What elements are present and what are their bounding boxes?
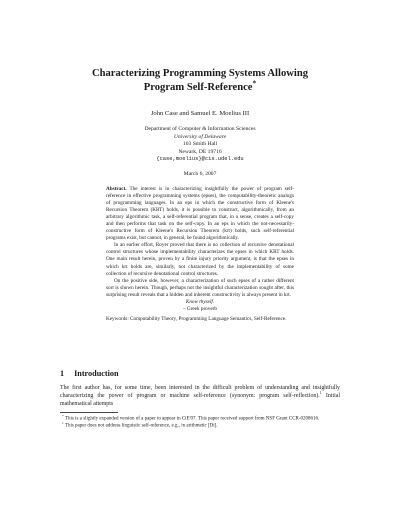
abstract [106, 186, 294, 323]
affiliation-line: Newark, DE 19716 [178, 148, 222, 155]
section-title: Introduction [74, 369, 119, 378]
footnote-text: This is a slightly expanded version of a paper to appear in CiE'07. This paper received support from NSF Grant CCR-0208616. [64, 416, 320, 422]
abstract-paragraph-2: In an earlier effort, Royer proved that there is no collection of recursive denotational control structures whose implementability characterizes the epses in which KRT holds. One main result herein, proven by a finite injury priority argument, is that the epses in which krt holds are, similarly, not characterized by the implementability of some collection of recursive denotational control structures. [106, 242, 294, 277]
footnote [60, 423, 340, 430]
affiliation-line: Department of Computer & Information Sciences [144, 126, 256, 132]
body-text-tail: Initial mathematical attempts [60, 393, 340, 408]
footnote-rule [60, 412, 118, 413]
footnote-mark: 1 [62, 421, 64, 426]
abstract-label: Abstract. [106, 186, 127, 192]
footnote-text: This paper does not address linguistic self-reference, e.g., in arithmetic [Di]. [64, 423, 218, 429]
paper-authors: John Case and Samuel E. Moelius III [150, 110, 250, 117]
title-line-2 [60, 78, 340, 95]
abstract-paragraph-1 [106, 186, 294, 242]
keywords: Keywords: Computability Theory, Programming Language Semantics, Self-Reference. [106, 315, 287, 322]
abstract-text-1: The interest is in characterizing insightfully the power of program self-reference in effective programming systems (epses), the computability-theoretic analogs of programming languages. In an eps in which the constructive form of Kleene's Recursion Theorem (KRT) holds, it is possible to construct, algorithmically, from an arbitrary algorithmic task, a self-referential program that, in a sense, creates a self-copy and then performs that task on the self-copy. In an eps in which the not-necessarily-constructive form of Kleene's Recursion Theorem (krt) holds, such self-referential programs exist, but cannot, in general, be found algorithmically. [106, 186, 294, 242]
epigraph-attribution: – Greek proverb [183, 305, 217, 312]
affiliation [60, 126, 340, 164]
epigraph-quote: Know thyself. [185, 298, 215, 305]
section-heading [60, 369, 119, 378]
title-footnote-marker: * [252, 78, 257, 88]
affiliation-line: University of Delaware [173, 133, 227, 140]
affiliation-line: 103 Smith Hall [182, 141, 218, 148]
paper-title [60, 67, 340, 95]
title-line-1: Characterizing Programming Systems Allowing [91, 68, 309, 79]
author-email: {case,moelius}@cis.udel.edu [156, 156, 244, 163]
footnote-mark: * [62, 414, 64, 418]
abstract-paragraph-3: On the positive side, however, a characterization of such epses of a rather different sort is shown herein. Though, perhaps not the insightful characterization sought after, this surprising result reveals that a hidden and inherent constructivity is always present in krt. [106, 277, 294, 298]
body-footnote-marker: 1 [319, 390, 322, 396]
section-number: 1 [60, 369, 65, 378]
title-line-2-text: Program Self-Reference [143, 82, 253, 93]
paper-date: March 6, 2007 [183, 171, 217, 177]
section-body [60, 384, 340, 409]
body-text: The first author has, for some time, been interested in the difficult problem of understanding and insightfully characterizing the power of program or machine self-reference (synonym: program self-reflection). [60, 385, 340, 400]
footnotes [60, 416, 340, 431]
body-paragraph [60, 384, 340, 409]
